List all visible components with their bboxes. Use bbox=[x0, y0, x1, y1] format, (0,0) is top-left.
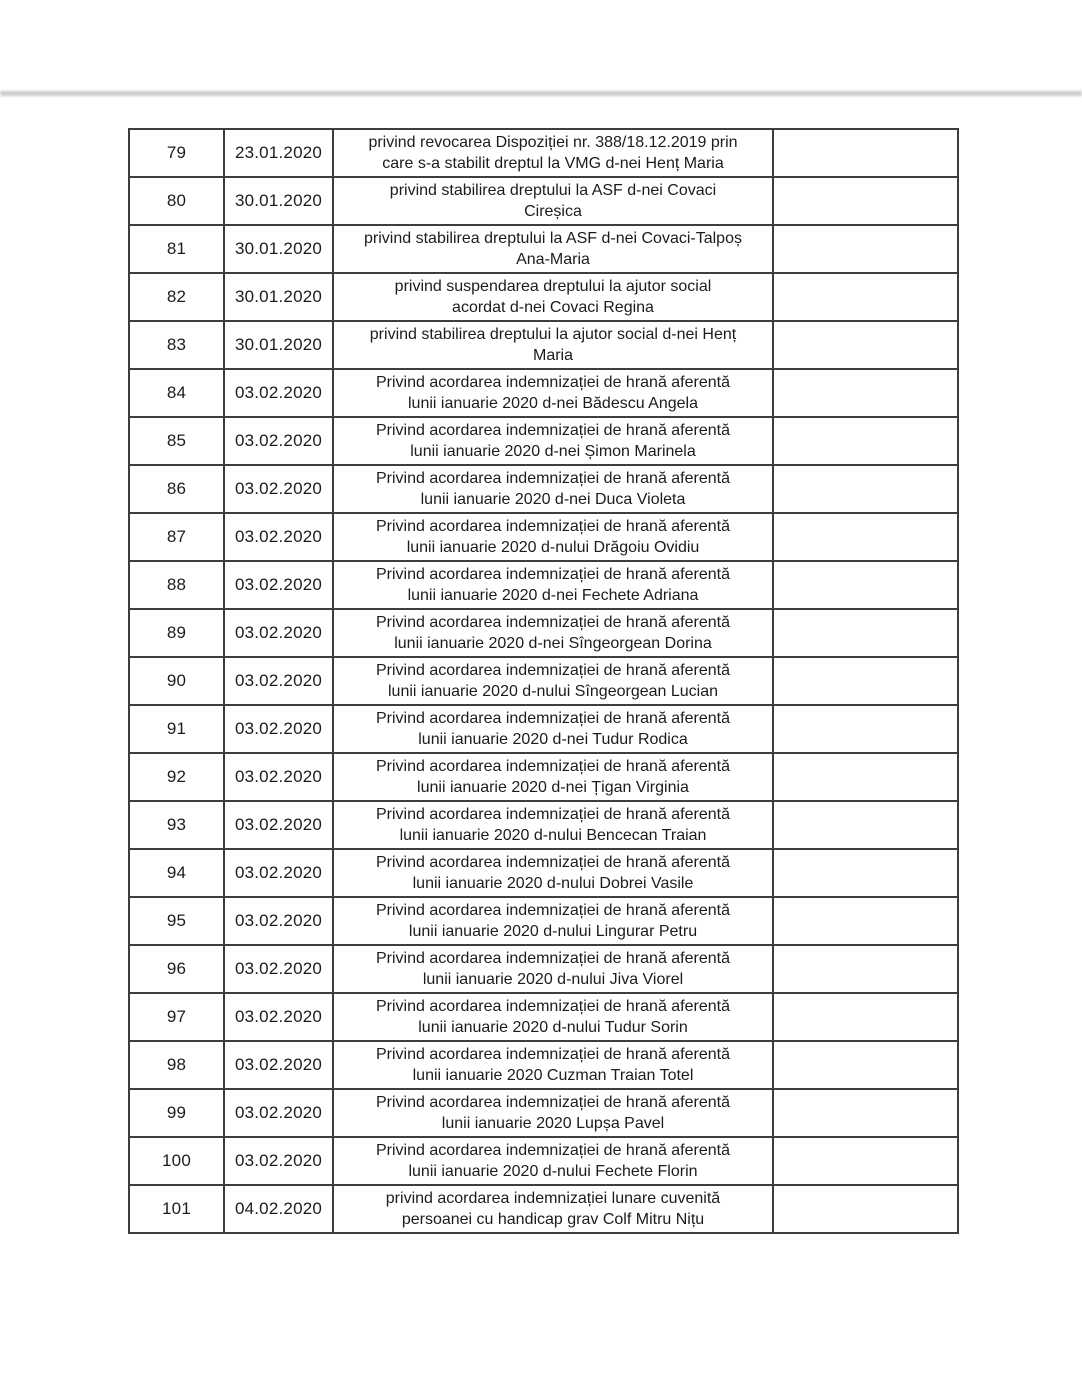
description-cell bbox=[333, 753, 773, 801]
row-number-cell bbox=[129, 417, 224, 465]
description-line-2: lunii ianuarie 2020 d-nului Lingurar Petru bbox=[408, 923, 698, 940]
date-cell bbox=[224, 321, 333, 369]
row-number: 96 bbox=[166, 959, 187, 978]
description-line-1: privind stabilirea dreptului la ASF d-nei Covaci-Talpoș bbox=[364, 230, 742, 247]
description-line-2: lunii ianuarie 2020 Cuzman Traian Totel bbox=[412, 1067, 694, 1084]
description-line-2: lunii ianuarie 2020 d-nei Tudur Rodica bbox=[418, 731, 688, 748]
table-row bbox=[129, 1041, 958, 1089]
notes-cell bbox=[773, 321, 958, 369]
date-cell bbox=[224, 753, 333, 801]
date-value: 30.01.2020 bbox=[234, 239, 323, 258]
description-line-1: Privind acordarea indemnizației de hrană aferentă bbox=[376, 854, 730, 871]
table-row bbox=[129, 705, 958, 753]
notes-cell bbox=[773, 753, 958, 801]
description-line-2: lunii ianuarie 2020 d-nului Drăgoiu Ovidiu bbox=[406, 539, 700, 556]
description-line-1: Privind acordarea indemnizației de hrană aferentă bbox=[376, 1094, 730, 1111]
date-cell bbox=[224, 465, 333, 513]
table-row bbox=[129, 321, 958, 369]
notes-cell bbox=[773, 1089, 958, 1137]
description-line-2: lunii ianuarie 2020 d-nei Țigan Virginia bbox=[417, 779, 689, 796]
date-cell bbox=[224, 849, 333, 897]
row-number: 82 bbox=[166, 287, 187, 306]
date-cell bbox=[224, 705, 333, 753]
description-line-2: lunii ianuarie 2020 d-nului Sîngeorgean Lucian bbox=[387, 683, 719, 700]
notes-cell bbox=[773, 369, 958, 417]
notes-cell bbox=[773, 897, 958, 945]
row-number: 94 bbox=[166, 863, 187, 882]
description-line-2: Cireșica bbox=[524, 203, 582, 220]
row-number-cell bbox=[129, 753, 224, 801]
date-cell bbox=[224, 417, 333, 465]
row-number: 92 bbox=[166, 767, 187, 786]
row-number-cell bbox=[129, 849, 224, 897]
notes-cell bbox=[773, 849, 958, 897]
table-row bbox=[129, 897, 958, 945]
table-row bbox=[129, 273, 958, 321]
description-cell bbox=[333, 705, 773, 753]
table-row bbox=[129, 657, 958, 705]
description-cell bbox=[333, 225, 773, 273]
description-cell bbox=[333, 513, 773, 561]
description-cell bbox=[333, 417, 773, 465]
row-number: 90 bbox=[166, 671, 187, 690]
row-number: 101 bbox=[162, 1199, 191, 1218]
description-cell bbox=[333, 897, 773, 945]
description-line-2: lunii ianuarie 2020 d-nei Bădescu Angela bbox=[408, 395, 698, 412]
description-line-2: lunii ianuarie 2020 Lupșa Pavel bbox=[441, 1115, 665, 1132]
description-line-2: Ana-Maria bbox=[516, 251, 590, 268]
notes-cell bbox=[773, 225, 958, 273]
table-row bbox=[129, 561, 958, 609]
date-cell bbox=[224, 1041, 333, 1089]
description-line-1: Privind acordarea indemnizației de hrană aferentă bbox=[376, 998, 730, 1015]
description-cell bbox=[333, 1089, 773, 1137]
row-number-cell bbox=[129, 1185, 224, 1233]
notes-cell bbox=[773, 561, 958, 609]
date-value: 03.02.2020 bbox=[234, 479, 323, 498]
row-number: 99 bbox=[166, 1103, 187, 1122]
row-number-cell bbox=[129, 369, 224, 417]
description-line-1: Privind acordarea indemnizației de hrană aferentă bbox=[376, 518, 730, 535]
table-row bbox=[129, 1185, 958, 1233]
description-line-1: Privind acordarea indemnizației de hrană aferentă bbox=[376, 710, 730, 727]
date-cell bbox=[224, 1185, 333, 1233]
table-row bbox=[129, 609, 958, 657]
description-line-1: Privind acordarea indemnizației de hrană aferentă bbox=[376, 470, 730, 487]
description-cell bbox=[333, 993, 773, 1041]
table-row bbox=[129, 513, 958, 561]
description-cell bbox=[333, 945, 773, 993]
date-cell bbox=[224, 129, 333, 177]
notes-cell bbox=[773, 465, 958, 513]
description-cell bbox=[333, 129, 773, 177]
date-cell bbox=[224, 513, 333, 561]
row-number-cell bbox=[129, 225, 224, 273]
notes-cell bbox=[773, 513, 958, 561]
date-value: 23.01.2020 bbox=[234, 143, 323, 162]
description-cell bbox=[333, 465, 773, 513]
description-cell bbox=[333, 1041, 773, 1089]
description-cell bbox=[333, 273, 773, 321]
description-cell bbox=[333, 321, 773, 369]
table-row bbox=[129, 945, 958, 993]
description-line-2: acordat d-nei Covaci Regina bbox=[452, 299, 654, 316]
description-line-2: lunii ianuarie 2020 d-nului Dobrei Vasile bbox=[412, 875, 694, 892]
date-value: 03.02.2020 bbox=[234, 815, 323, 834]
row-number: 97 bbox=[166, 1007, 187, 1026]
description-line-2: lunii ianuarie 2020 d-nei Sîngeorgean Dorina bbox=[394, 635, 712, 652]
date-cell bbox=[224, 177, 333, 225]
row-number: 85 bbox=[166, 431, 187, 450]
row-number-cell bbox=[129, 321, 224, 369]
table-row bbox=[129, 849, 958, 897]
description-line-2: lunii ianuarie 2020 d-nului Fechete Florin bbox=[408, 1163, 698, 1180]
description-cell bbox=[333, 561, 773, 609]
description-line-2: lunii ianuarie 2020 d-nei Fechete Adriana bbox=[407, 587, 699, 604]
date-value: 03.02.2020 bbox=[234, 1055, 323, 1074]
description-line-1: Privind acordarea indemnizației de hrană aferentă bbox=[376, 806, 730, 823]
date-value: 30.01.2020 bbox=[234, 287, 323, 306]
description-line-1: Privind acordarea indemnizației de hrană aferentă bbox=[376, 1046, 730, 1063]
description-line-2: lunii ianuarie 2020 d-nului Tudur Sorin bbox=[418, 1019, 688, 1036]
description-cell bbox=[333, 1137, 773, 1185]
description-cell bbox=[333, 177, 773, 225]
date-value: 03.02.2020 bbox=[234, 527, 323, 546]
table-row bbox=[129, 465, 958, 513]
row-number: 87 bbox=[166, 527, 187, 546]
date-value: 03.02.2020 bbox=[234, 623, 323, 642]
scan-edge-artifact bbox=[0, 91, 1082, 96]
date-value: 03.02.2020 bbox=[234, 1007, 323, 1026]
date-cell bbox=[224, 369, 333, 417]
notes-cell bbox=[773, 993, 958, 1041]
row-number: 98 bbox=[166, 1055, 187, 1074]
table-row bbox=[129, 369, 958, 417]
description-line-2: Maria bbox=[532, 347, 573, 364]
table-row bbox=[129, 177, 958, 225]
row-number-cell bbox=[129, 801, 224, 849]
row-number-cell bbox=[129, 1089, 224, 1137]
notes-cell bbox=[773, 945, 958, 993]
row-number-cell bbox=[129, 465, 224, 513]
notes-cell bbox=[773, 1041, 958, 1089]
notes-cell bbox=[773, 609, 958, 657]
row-number: 93 bbox=[166, 815, 187, 834]
row-number: 86 bbox=[166, 479, 187, 498]
date-cell bbox=[224, 657, 333, 705]
row-number: 91 bbox=[166, 719, 187, 738]
date-cell bbox=[224, 1137, 333, 1185]
date-cell bbox=[224, 993, 333, 1041]
description-line-1: privind acordarea indemnizației lunare cuvenită bbox=[385, 1190, 721, 1207]
row-number-cell bbox=[129, 945, 224, 993]
table-row bbox=[129, 129, 958, 177]
row-number-cell bbox=[129, 129, 224, 177]
description-line-1: Privind acordarea indemnizației de hrană aferentă bbox=[376, 566, 730, 583]
date-cell bbox=[224, 225, 333, 273]
table-row bbox=[129, 417, 958, 465]
notes-cell bbox=[773, 1137, 958, 1185]
notes-cell bbox=[773, 273, 958, 321]
notes-cell bbox=[773, 417, 958, 465]
date-cell bbox=[224, 897, 333, 945]
notes-cell bbox=[773, 1185, 958, 1233]
description-line-1: privind revocarea Dispoziției nr. 388/18.12.2019 prin bbox=[368, 134, 738, 151]
description-cell bbox=[333, 1185, 773, 1233]
row-number-cell bbox=[129, 993, 224, 1041]
date-value: 03.02.2020 bbox=[234, 575, 323, 594]
notes-cell bbox=[773, 705, 958, 753]
table-row bbox=[129, 801, 958, 849]
row-number: 81 bbox=[166, 239, 187, 258]
description-line-1: Privind acordarea indemnizației de hrană aferentă bbox=[376, 374, 730, 391]
description-line-1: Privind acordarea indemnizației de hrană aferentă bbox=[376, 950, 730, 967]
description-cell bbox=[333, 801, 773, 849]
notes-cell bbox=[773, 657, 958, 705]
notes-cell bbox=[773, 129, 958, 177]
row-number: 80 bbox=[166, 191, 187, 210]
date-value: 03.02.2020 bbox=[234, 1151, 323, 1170]
date-value: 03.02.2020 bbox=[234, 959, 323, 978]
notes-cell bbox=[773, 801, 958, 849]
description-line-1: Privind acordarea indemnizației de hrană aferentă bbox=[376, 662, 730, 679]
description-line-2: lunii ianuarie 2020 d-nei Șimon Marinela bbox=[410, 443, 696, 460]
date-value: 03.02.2020 bbox=[234, 767, 323, 786]
row-number: 95 bbox=[166, 911, 187, 930]
description-line-2: care s-a stabilit dreptul la VMG d-nei Henț Maria bbox=[382, 155, 724, 172]
row-number-cell bbox=[129, 705, 224, 753]
date-value: 03.02.2020 bbox=[234, 719, 323, 738]
date-cell bbox=[224, 561, 333, 609]
date-cell bbox=[224, 273, 333, 321]
date-value: 04.02.2020 bbox=[234, 1199, 323, 1218]
description-line-1: privind stabilirea dreptului la ASF d-nei Covaci bbox=[389, 182, 717, 199]
date-cell bbox=[224, 801, 333, 849]
row-number: 83 bbox=[166, 335, 187, 354]
row-number: 84 bbox=[166, 383, 187, 402]
date-cell bbox=[224, 609, 333, 657]
table-row bbox=[129, 225, 958, 273]
row-number-cell bbox=[129, 609, 224, 657]
description-line-2: lunii ianuarie 2020 d-nului Bencecan Traian bbox=[399, 827, 707, 844]
row-number-cell bbox=[129, 513, 224, 561]
date-value: 03.02.2020 bbox=[234, 911, 323, 930]
row-number: 100 bbox=[162, 1151, 191, 1170]
description-line-1: Privind acordarea indemnizației de hrană aferentă bbox=[376, 902, 730, 919]
date-value: 03.02.2020 bbox=[234, 1103, 323, 1122]
table-row bbox=[129, 753, 958, 801]
row-number-cell bbox=[129, 273, 224, 321]
row-number-cell bbox=[129, 897, 224, 945]
description-line-1: Privind acordarea indemnizației de hrană aferentă bbox=[376, 614, 730, 631]
notes-cell bbox=[773, 177, 958, 225]
description-cell bbox=[333, 609, 773, 657]
dispositions-table bbox=[128, 128, 959, 1234]
date-cell bbox=[224, 945, 333, 993]
row-number-cell bbox=[129, 561, 224, 609]
date-value: 03.02.2020 bbox=[234, 671, 323, 690]
row-number: 88 bbox=[166, 575, 187, 594]
date-value: 30.01.2020 bbox=[234, 335, 323, 354]
table-row bbox=[129, 993, 958, 1041]
date-value: 03.02.2020 bbox=[234, 863, 323, 882]
date-value: 03.02.2020 bbox=[234, 431, 323, 450]
row-number-cell bbox=[129, 1041, 224, 1089]
row-number-cell bbox=[129, 1137, 224, 1185]
description-line-2: lunii ianuarie 2020 d-nului Jiva Viorel bbox=[422, 971, 684, 988]
description-cell bbox=[333, 369, 773, 417]
date-cell bbox=[224, 1089, 333, 1137]
row-number: 89 bbox=[166, 623, 187, 642]
description-line-1: Privind acordarea indemnizației de hrană aferentă bbox=[376, 758, 730, 775]
table-row bbox=[129, 1089, 958, 1137]
description-line-1: Privind acordarea indemnizației de hrană aferentă bbox=[376, 422, 730, 439]
description-line-1: Privind acordarea indemnizației de hrană aferentă bbox=[376, 1142, 730, 1159]
row-number-cell bbox=[129, 657, 224, 705]
description-cell bbox=[333, 849, 773, 897]
description-line-2: lunii ianuarie 2020 d-nei Duca Violeta bbox=[420, 491, 686, 508]
row-number-cell bbox=[129, 177, 224, 225]
row-number: 79 bbox=[166, 143, 187, 162]
description-line-2: persoanei cu handicap grav Colf Mitru Nițu bbox=[401, 1211, 705, 1228]
description-cell bbox=[333, 657, 773, 705]
date-value: 03.02.2020 bbox=[234, 383, 323, 402]
description-line-1: privind suspendarea dreptului la ajutor social bbox=[394, 278, 712, 295]
table-row bbox=[129, 1137, 958, 1185]
description-line-1: privind stabilirea dreptului la ajutor social d-nei Henț bbox=[369, 326, 737, 343]
date-value: 30.01.2020 bbox=[234, 191, 323, 210]
